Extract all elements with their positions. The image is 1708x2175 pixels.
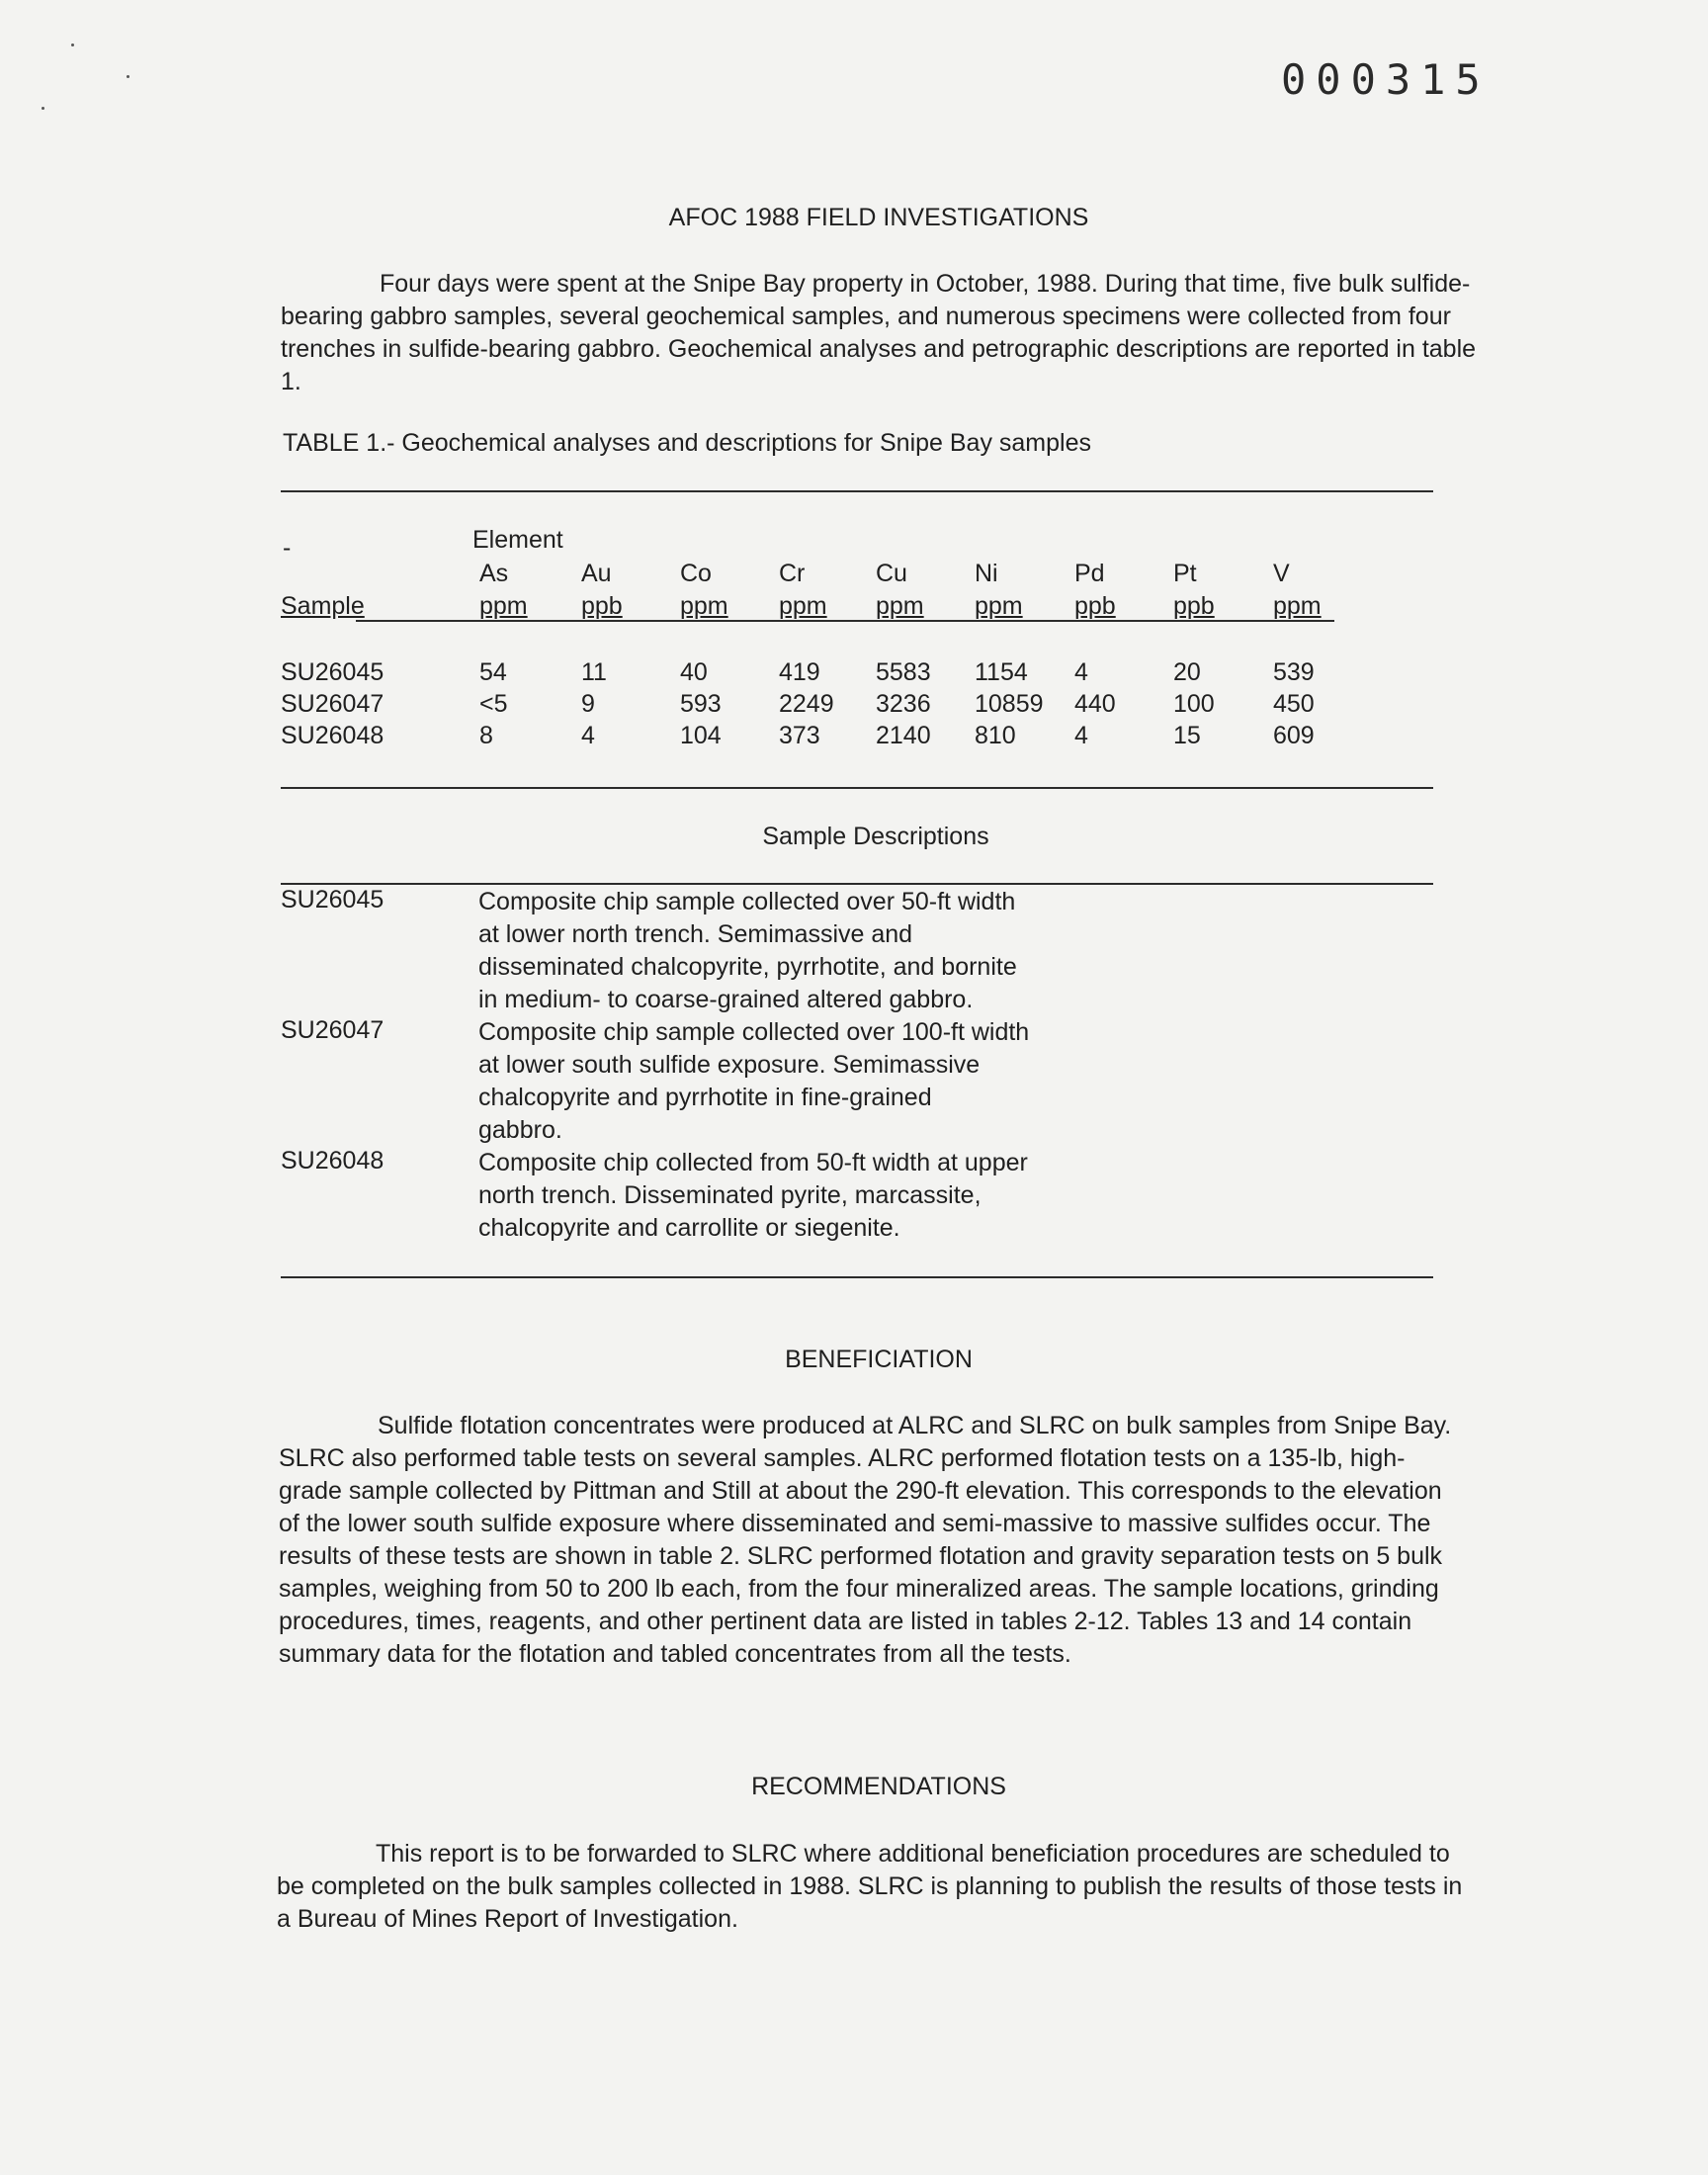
cell-as: <5 <box>479 690 508 718</box>
col-header-pd: Pd <box>1074 560 1105 587</box>
scan-speck <box>42 107 44 110</box>
col-header-as: As <box>479 560 509 587</box>
cell-pt: 20 <box>1173 658 1201 686</box>
description-sample-id: SU26045 <box>281 886 384 914</box>
cell-v: 609 <box>1273 722 1315 749</box>
cell-ni: 810 <box>975 722 1016 749</box>
descriptions-top-rule <box>281 883 1433 885</box>
cell-cr: 373 <box>779 722 820 749</box>
col-header-v: V <box>1273 560 1290 587</box>
beneficiation-heading: BENEFICIATION <box>785 1346 973 1373</box>
unit-cr: ppm <box>779 592 827 620</box>
cell-v: 450 <box>1273 690 1315 718</box>
table-bottom-rule <box>281 1276 1433 1278</box>
cell-cu: 5583 <box>876 658 931 686</box>
table-dash: - <box>283 534 292 562</box>
cell-pd: 440 <box>1074 690 1116 718</box>
row-sample: SU26048 <box>281 722 384 749</box>
cell-ni: 1154 <box>975 658 1028 686</box>
row-sample: SU26047 <box>281 690 384 718</box>
cell-as: 8 <box>479 722 493 749</box>
cell-au: 4 <box>581 722 595 749</box>
table-top-rule <box>281 490 1433 492</box>
cell-as: 54 <box>479 658 507 686</box>
cell-co: 40 <box>680 658 708 686</box>
scan-speck <box>71 44 74 46</box>
element-group-header: Element <box>472 526 563 554</box>
unit-as: ppm <box>479 592 528 620</box>
cell-pd: 4 <box>1074 722 1088 749</box>
cell-cu: 3236 <box>876 690 931 718</box>
beneficiation-paragraph: Sulfide flotation concentrates were produced at ALRC and SLRC on bulk samples from Snipe Bay. SLRC also performed table tests on several samples. ALRC performed flotation tests on a 135-lb, high-grade sample collected by Pittman and Still at about the 290-ft elevation. This corresponds to the elevation of the lower south sulfide exposure where disseminated and semi-massive to massive sulfides occur. The results of these tests are shown in table 2. SLRC performed flotation and gravity separation tests on 5 bulk samples, weighing from 50 to 200 lb each, from the four mineralized areas. The sample locations, grinding procedures, times, reagents, and other pertinent data are listed in tables 2-12. Tables 13 and 14 contain summary data for the flotation and tabled concentrates from all the tests. <box>279 1412 1452 1668</box>
sample-description: Composite chip sample collected over 100-ft width at lower south sulfide exposure. Semimassive chalcopyrite and pyrrhotite in fine-grained gabbro. <box>478 1018 1030 1144</box>
cell-au: 11 <box>581 658 607 686</box>
cell-co: 104 <box>680 722 722 749</box>
col-header-cu: Cu <box>876 560 907 587</box>
header-underline <box>356 620 1334 622</box>
cell-au: 9 <box>581 690 595 718</box>
sample-description: Composite chip sample collected over 50-ft width at lower north trench. Semimassive and disseminated chalcopyrite, pyrrhotite, and bornite in medium- to coarse-grained altered gabbro. <box>478 888 1017 1013</box>
row-sample: SU26045 <box>281 658 384 686</box>
cell-cr: 2249 <box>779 690 834 718</box>
unit-pd: ppb <box>1074 592 1116 620</box>
col-header-pt: Pt <box>1173 560 1197 587</box>
col-header-sample: Sample <box>281 592 365 620</box>
cell-co: 593 <box>680 690 722 718</box>
scan-speck <box>127 75 129 78</box>
cell-pt: 15 <box>1173 722 1201 749</box>
unit-v: ppm <box>1273 592 1322 620</box>
cell-ni: 10859 <box>975 690 1044 718</box>
cell-pd: 4 <box>1074 658 1088 686</box>
cell-v: 539 <box>1273 658 1315 686</box>
unit-cu: ppm <box>876 592 924 620</box>
table1-caption: TABLE 1.- Geochemical analyses and descriptions for Snipe Bay samples <box>283 429 1091 457</box>
cell-cu: 2140 <box>876 722 931 749</box>
col-header-au: Au <box>581 560 612 587</box>
recommendations-paragraph: This report is to be forwarded to SLRC where additional beneficiation procedures are scheduled to be completed on the bulk samples collected in 1988. SLRC is planning to publish the results of those tests in a Bureau of Mines Report of Investigation. <box>277 1840 1463 1933</box>
page-number: 000315 <box>1281 55 1491 104</box>
description-sample-id: SU26047 <box>281 1016 384 1044</box>
table-mid-rule <box>281 787 1433 789</box>
col-header-cr: Cr <box>779 560 806 587</box>
sample-descriptions-title: Sample Descriptions <box>762 823 989 850</box>
cell-pt: 100 <box>1173 690 1215 718</box>
unit-au: ppb <box>581 592 623 620</box>
col-header-co: Co <box>680 560 712 587</box>
cell-cr: 419 <box>779 658 820 686</box>
unit-ni: ppm <box>975 592 1023 620</box>
unit-pt: ppb <box>1173 592 1215 620</box>
col-header-ni: Ni <box>975 560 998 587</box>
description-sample-id: SU26048 <box>281 1147 384 1174</box>
field-investigations-heading: AFOC 1988 FIELD INVESTIGATIONS <box>668 204 1089 231</box>
sample-description: Composite chip collected from 50-ft width at upper north trench. Disseminated pyrite, marcassite, chalcopyrite and carrollite or siegenite. <box>478 1149 1028 1242</box>
recommendations-heading: RECOMMENDATIONS <box>751 1773 1006 1800</box>
field-investigations-paragraph: Four days were spent at the Snipe Bay property in October, 1988. During that time, five bulk sulfide-bearing gabbro samples, several geochemical samples, and numerous specimens were collected from four trenches in sulfide-bearing gabbro. Geochemical analyses and petrographic descriptions are reported in table 1. <box>281 270 1477 395</box>
unit-co: ppm <box>680 592 728 620</box>
